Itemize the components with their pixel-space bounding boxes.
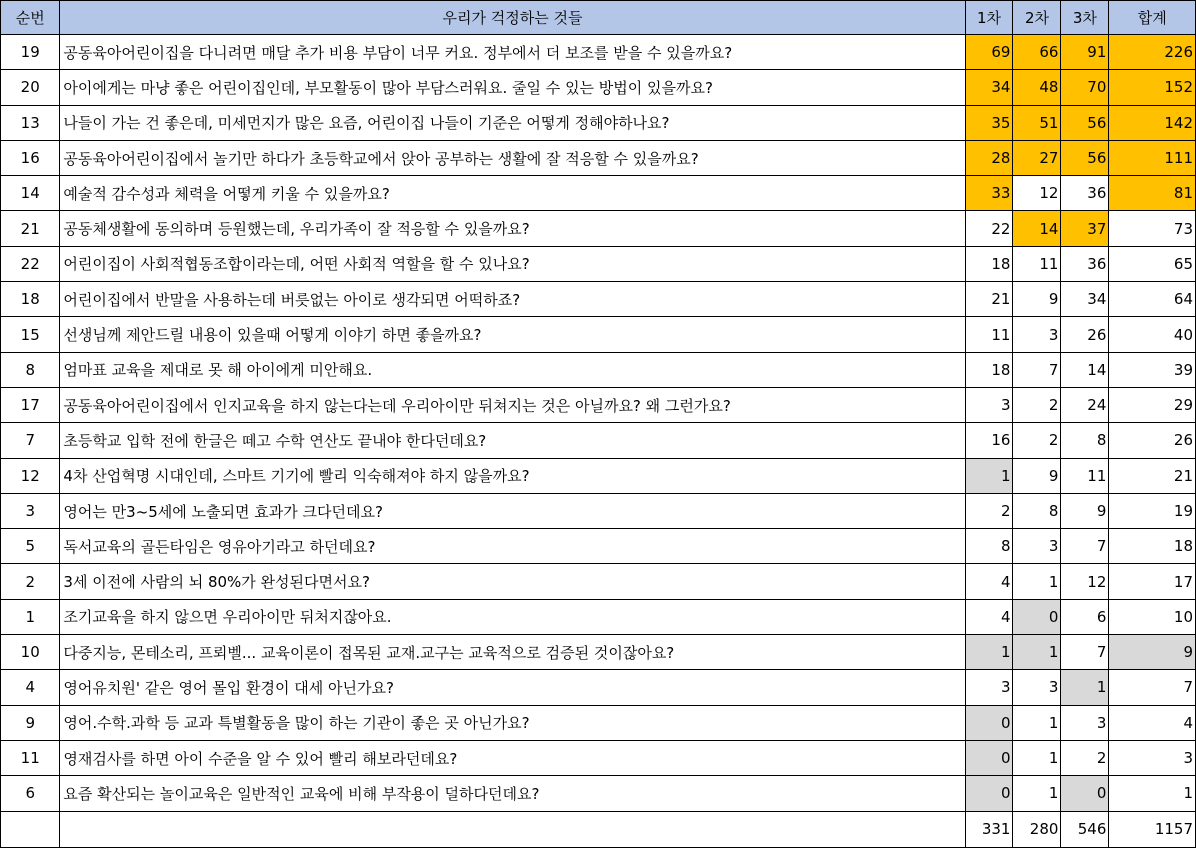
round-3-cell: 70 [1061,70,1109,105]
question-cell: 독서교육의 골든타임은 영유아기라고 하던데요? [60,529,965,564]
question-cell: 엄마표 교육을 제대로 못 해 아이에게 미안해요. [60,352,965,387]
round-2-cell: 11 [1013,246,1061,281]
total-round-1: 331 [965,811,1013,847]
table-row [1,282,1196,317]
header-question: 우리가 걱정하는 것들 [60,1,965,35]
round-3-cell: 7 [1061,529,1109,564]
total-row [1,811,1196,847]
round-1-cell: 33 [965,176,1013,211]
row-number-cell: 14 [1,176,60,211]
sum-cell: 64 [1109,282,1196,317]
round-3-cell: 91 [1061,35,1109,70]
sum-cell: 81 [1109,176,1196,211]
row-number-cell: 13 [1,105,60,140]
row-number-cell: 5 [1,529,60,564]
table-row [1,776,1196,811]
row-number-cell: 8 [1,352,60,387]
total-sum: 1157 [1109,811,1196,847]
row-number-cell: 3 [1,493,60,528]
round-1-cell: 0 [965,776,1013,811]
sum-cell: 1 [1109,776,1196,811]
sum-cell: 9 [1109,635,1196,670]
round-2-cell: 2 [1013,387,1061,422]
row-number-cell: 6 [1,776,60,811]
round-1-cell: 2 [965,493,1013,528]
round-2-cell: 3 [1013,317,1061,352]
sum-cell: 19 [1109,493,1196,528]
round-1-cell: 4 [965,599,1013,634]
question-cell: 선생님께 제안드릴 내용이 있을때 어떻게 이야기 하면 좋을까요? [60,317,965,352]
round-1-cell: 34 [965,70,1013,105]
round-3-cell: 0 [1061,776,1109,811]
row-number-cell: 10 [1,635,60,670]
round-2-cell: 3 [1013,670,1061,705]
round-2-cell: 66 [1013,35,1061,70]
header-row [1,1,1196,35]
round-3-cell: 12 [1061,564,1109,599]
round-1-cell: 3 [965,387,1013,422]
round-2-cell: 9 [1013,282,1061,317]
table-row [1,493,1196,528]
sum-cell: 18 [1109,529,1196,564]
round-3-cell: 9 [1061,493,1109,528]
sum-cell: 226 [1109,35,1196,70]
table-row [1,423,1196,458]
row-number-cell: 21 [1,211,60,246]
round-2-cell: 1 [1013,776,1061,811]
question-cell: 영재검사를 하면 아이 수준을 알 수 있어 빨리 해보라던데요? [60,740,965,775]
row-number-cell: 22 [1,246,60,281]
round-3-cell: 8 [1061,423,1109,458]
round-1-cell: 0 [965,740,1013,775]
table-row [1,529,1196,564]
round-2-cell: 8 [1013,493,1061,528]
round-3-cell: 24 [1061,387,1109,422]
sum-cell: 142 [1109,105,1196,140]
sum-cell: 111 [1109,140,1196,175]
total-no-cell [1,811,60,847]
round-1-cell: 8 [965,529,1013,564]
row-number-cell: 16 [1,140,60,175]
row-number-cell: 17 [1,387,60,422]
round-1-cell: 11 [965,317,1013,352]
question-cell: 다중지능, 몬테소리, 프뢰벨... 교육이론이 접목된 교재.교구는 교육적으로 검증된 것이잖아요? [60,635,965,670]
table-row [1,564,1196,599]
round-2-cell: 9 [1013,458,1061,493]
row-number-cell: 7 [1,423,60,458]
row-number-cell: 1 [1,599,60,634]
question-cell: 3세 이전에 사람의 뇌 80%가 완성된다면서요? [60,564,965,599]
table-row [1,387,1196,422]
round-3-cell: 11 [1061,458,1109,493]
question-cell: 나들이 가는 건 좋은데, 미세먼지가 많은 요즘, 어린이집 나들이 기준은 어떻게 정해야하나요? [60,105,965,140]
round-3-cell: 3 [1061,705,1109,740]
round-3-cell: 2 [1061,740,1109,775]
total-round-2: 280 [1013,811,1061,847]
table-row [1,705,1196,740]
round-1-cell: 1 [965,635,1013,670]
round-2-cell: 0 [1013,599,1061,634]
row-number-cell: 20 [1,70,60,105]
row-number-cell: 15 [1,317,60,352]
round-1-cell: 21 [965,282,1013,317]
round-1-cell: 0 [965,705,1013,740]
round-3-cell: 7 [1061,635,1109,670]
total-round-3: 546 [1061,811,1109,847]
row-number-cell: 12 [1,458,60,493]
sum-cell: 21 [1109,458,1196,493]
round-1-cell: 1 [965,458,1013,493]
round-3-cell: 56 [1061,105,1109,140]
round-3-cell: 37 [1061,211,1109,246]
header-no: 순번 [1,1,60,35]
question-cell: 예술적 감수성과 체력을 어떻게 키울 수 있을까요? [60,176,965,211]
question-cell: 공동육아어린이집에서 놀기만 하다가 초등학교에서 앉아 공부하는 생활에 잘 적응할 수 있을까요? [60,140,965,175]
table-row [1,176,1196,211]
round-3-cell: 1 [1061,670,1109,705]
round-3-cell: 26 [1061,317,1109,352]
round-2-cell: 1 [1013,705,1061,740]
round-2-cell: 51 [1013,105,1061,140]
round-1-cell: 18 [965,246,1013,281]
round-3-cell: 36 [1061,176,1109,211]
table-row [1,740,1196,775]
question-cell: 영어유치원' 같은 영어 몰입 환경이 대세 아닌가요? [60,670,965,705]
table-row [1,599,1196,634]
round-3-cell: 6 [1061,599,1109,634]
table-row [1,635,1196,670]
round-1-cell: 22 [965,211,1013,246]
round-2-cell: 1 [1013,564,1061,599]
row-number-cell: 19 [1,35,60,70]
table-row [1,140,1196,175]
round-2-cell: 12 [1013,176,1061,211]
question-cell: 어린이집에서 반말을 사용하는데 버릇없는 아이로 생각되면 어떡하죠? [60,282,965,317]
header-round-1: 1차 [965,1,1013,35]
table-row [1,211,1196,246]
sum-cell: 73 [1109,211,1196,246]
sum-cell: 26 [1109,423,1196,458]
total-label-cell [60,811,965,847]
sum-cell: 7 [1109,670,1196,705]
round-2-cell: 1 [1013,635,1061,670]
round-3-cell: 34 [1061,282,1109,317]
round-2-cell: 14 [1013,211,1061,246]
round-1-cell: 3 [965,670,1013,705]
table-row [1,352,1196,387]
sum-cell: 39 [1109,352,1196,387]
table-row [1,105,1196,140]
round-1-cell: 18 [965,352,1013,387]
sum-cell: 65 [1109,246,1196,281]
sum-cell: 40 [1109,317,1196,352]
table-row [1,246,1196,281]
row-number-cell: 18 [1,282,60,317]
sum-cell: 17 [1109,564,1196,599]
row-number-cell: 9 [1,705,60,740]
sum-cell: 3 [1109,740,1196,775]
round-2-cell: 7 [1013,352,1061,387]
round-1-cell: 69 [965,35,1013,70]
round-2-cell: 1 [1013,740,1061,775]
round-3-cell: 56 [1061,140,1109,175]
question-cell: 영어는 만3~5세에 노출되면 효과가 크다던데요? [60,493,965,528]
table-row [1,317,1196,352]
round-1-cell: 35 [965,105,1013,140]
table-body [1,35,1196,812]
question-cell: 공동육아어린이집을 다니려면 매달 추가 비용 부담이 너무 커요. 정부에서 더 보조를 받을 수 있을까요? [60,35,965,70]
question-cell: 어린이집이 사회적협동조합이라는데, 어떤 사회적 역할을 할 수 있나요? [60,246,965,281]
question-cell: 요즘 확산되는 놀이교육은 일반적인 교육에 비해 부작용이 덜하다던데요? [60,776,965,811]
sum-cell: 10 [1109,599,1196,634]
question-cell: 공동체생활에 동의하며 등원했는데, 우리가족이 잘 적응할 수 있을까요? [60,211,965,246]
round-2-cell: 27 [1013,140,1061,175]
sum-cell: 29 [1109,387,1196,422]
question-cell: 초등학교 입학 전에 한글은 떼고 수학 연산도 끝내야 한다던데요? [60,423,965,458]
table-row [1,458,1196,493]
question-cell: 공동육아어린이집에서 인지교육을 하지 않는다는데 우리아이만 뒤쳐지는 것은 아닐까요? 왜 그런가요? [60,387,965,422]
table-row [1,70,1196,105]
header-round-3: 3차 [1061,1,1109,35]
round-2-cell: 48 [1013,70,1061,105]
round-2-cell: 3 [1013,529,1061,564]
table-row [1,35,1196,70]
round-3-cell: 14 [1061,352,1109,387]
round-1-cell: 28 [965,140,1013,175]
question-cell: 영어.수학.과학 등 교과 특별활동을 많이 하는 기관이 좋은 곳 아닌가요? [60,705,965,740]
header-round-2: 2차 [1013,1,1061,35]
header-sum: 합계 [1109,1,1196,35]
row-number-cell: 11 [1,740,60,775]
round-1-cell: 16 [965,423,1013,458]
question-cell: 조기교육을 하지 않으면 우리아이만 뒤처지잖아요. [60,599,965,634]
round-2-cell: 2 [1013,423,1061,458]
row-number-cell: 4 [1,670,60,705]
question-cell: 4차 산업혁명 시대인데, 스마트 기기에 빨리 익숙해져야 하지 않을까요? [60,458,965,493]
sum-cell: 152 [1109,70,1196,105]
round-1-cell: 4 [965,564,1013,599]
row-number-cell: 2 [1,564,60,599]
table-row [1,670,1196,705]
round-3-cell: 36 [1061,246,1109,281]
question-cell: 아이에게는 마냥 좋은 어린이집인데, 부모활동이 많아 부담스러워요. 줄일 수 있는 방법이 있을까요? [60,70,965,105]
sum-cell: 4 [1109,705,1196,740]
